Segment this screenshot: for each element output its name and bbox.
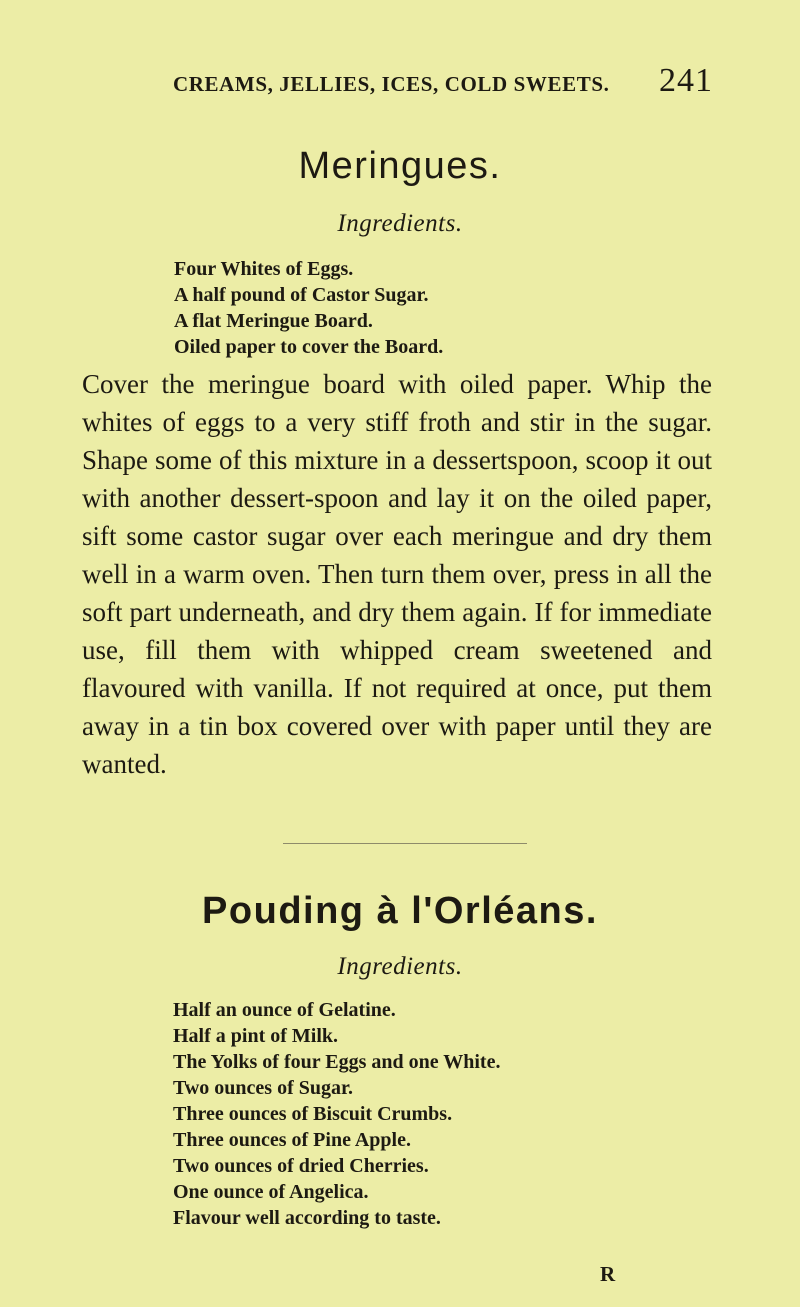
- meringues-method: Cover the meringue board with oiled paper. Whip the whites of eggs to a very stiff froth and stir in the sugar. Shape some of this mixture in a dessertspoon, scoop it out with another dessert-spoon and lay it on the oiled paper, sift some castor sugar over each meringue and dry them well in a warm oven. Then turn them over, press in all the soft part underneath, and dry them again. If for immediate use, fill them with whipped cream sweetened and flavoured with vanilla. If not required at once, put them away in a tin box covered over with paper until they are wanted.: [82, 369, 712, 779]
- ingredient-item: Two ounces of Sugar.: [173, 1077, 354, 1099]
- pouding-ingredients-heading: Ingredients.: [337, 953, 463, 980]
- ingredient-item: Two ounces of dried Cherries.: [173, 1155, 429, 1177]
- ingredient-item: Half a pint of Milk.: [173, 1025, 339, 1047]
- pouding-title: Pouding à l'Orléans.: [202, 890, 598, 932]
- ingredient-item: The Yolks of four Eggs and one White.: [173, 1051, 501, 1073]
- ingredient-item: A half pound of Castor Sugar.: [174, 284, 429, 306]
- ingredient-item: Four Whites of Eggs.: [174, 258, 354, 280]
- section-divider: [283, 843, 527, 844]
- ingredient-item: A flat Meringue Board.: [174, 310, 373, 332]
- ingredient-item: One ounce of Angelica.: [173, 1181, 369, 1203]
- signature-mark: R: [600, 1262, 616, 1286]
- meringues-title: Meringues.: [298, 145, 502, 187]
- running-head-title: CREAMS, JELLIES, ICES, COLD SWEETS.: [173, 72, 610, 96]
- ingredient-item: Three ounces of Biscuit Crumbs.: [173, 1103, 453, 1125]
- ingredient-item: Half an ounce of Gelatine.: [173, 999, 396, 1021]
- ingredient-item: Flavour well according to taste.: [173, 1207, 441, 1229]
- ingredient-item: Oiled paper to cover the Board.: [174, 336, 444, 358]
- meringues-ingredient-list: [174, 256, 443, 360]
- running-head: [173, 62, 713, 100]
- meringues-ingredients-heading: Ingredients.: [337, 210, 463, 237]
- page-number: 241: [659, 62, 713, 99]
- pouding-ingredient-list: [173, 997, 500, 1231]
- ingredient-item: Three ounces of Pine Apple.: [173, 1129, 411, 1151]
